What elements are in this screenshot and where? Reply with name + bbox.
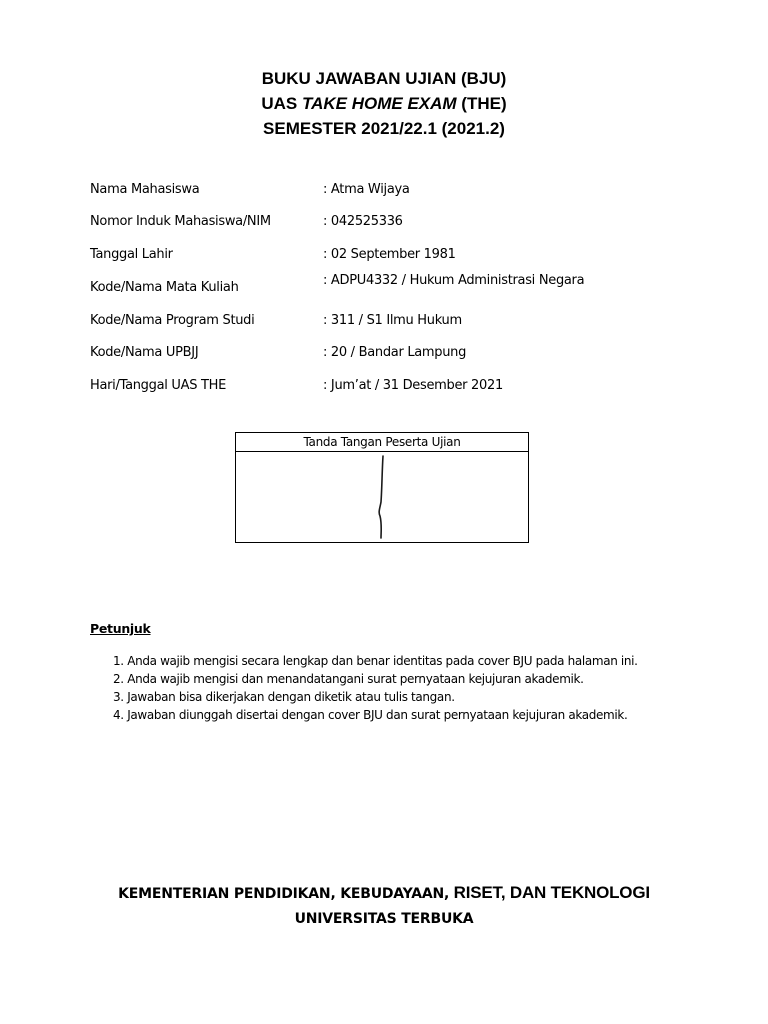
identity-label: Kode/Nama Mata Kuliah (90, 280, 239, 295)
signature-box (235, 432, 529, 543)
ministry-name (0, 883, 768, 903)
instruction-item: 4. Jawaban diunggah disertai dengan cover BJU dan surat pernyataan kejujuran akademik. (113, 708, 628, 722)
ministry-name-part2: RISET, DAN TEKNOLOGI (449, 883, 650, 902)
identity-value: : 311 / S1 Ilmu Hukum (323, 313, 462, 328)
semester-title: SEMESTER 2021/22.1 (2021.2) (263, 119, 505, 138)
identity-value: : Atma Wijaya (323, 182, 410, 197)
identity-label: Nomor Induk Mahasiswa/NIM (90, 214, 271, 229)
identity-label: Kode/Nama UPBJJ (90, 345, 199, 360)
signature-heading: Tanda Tangan Peserta Ujian (236, 433, 528, 452)
identity-value: : 042525336 (323, 214, 403, 229)
identity-label: Tanggal Lahir (90, 247, 173, 262)
instructions-heading: Petunjuk (90, 621, 151, 636)
exam-type-italic: TAKE HOME EXAM (302, 94, 457, 113)
identity-value: : 02 September 1981 (323, 247, 456, 262)
identity-label: Hari/Tanggal UAS THE (90, 378, 227, 393)
instruction-item: 2. Anda wajib mengisi dan menandatangani surat pernyataan kejujuran akademik. (113, 672, 584, 686)
instruction-item: 3. Jawaban bisa dikerjakan dengan diketik atau tulis tangan. (113, 690, 455, 704)
signature-image (236, 452, 528, 542)
signature-area (236, 452, 528, 542)
exam-type-title (0, 94, 768, 114)
identity-value: : 20 / Bandar Lampung (323, 345, 467, 360)
university-name: UNIVERSITAS TERBUKA (294, 911, 474, 927)
exam-type-suffix: (THE) (456, 94, 507, 113)
instruction-item: 1. Anda wajib mengisi secara lengkap dan benar identitas pada cover BJU pada halaman ini. (113, 654, 638, 668)
exam-type-prefix: UAS (261, 94, 302, 113)
identity-label: Kode/Nama Program Studi (90, 313, 255, 328)
identity-value: : ADPU4332 / Hukum Administrasi Negara (323, 273, 585, 288)
identity-label: Nama Mahasiswa (90, 182, 200, 197)
ministry-name-part1: KEMENTERIAN PENDIDIKAN, KEBUDAYAAN, (118, 886, 450, 902)
identity-value: : Jum’at / 31 Desember 2021 (323, 378, 503, 393)
document-title: BUKU JAWABAN UJIAN (BJU) (261, 69, 507, 88)
